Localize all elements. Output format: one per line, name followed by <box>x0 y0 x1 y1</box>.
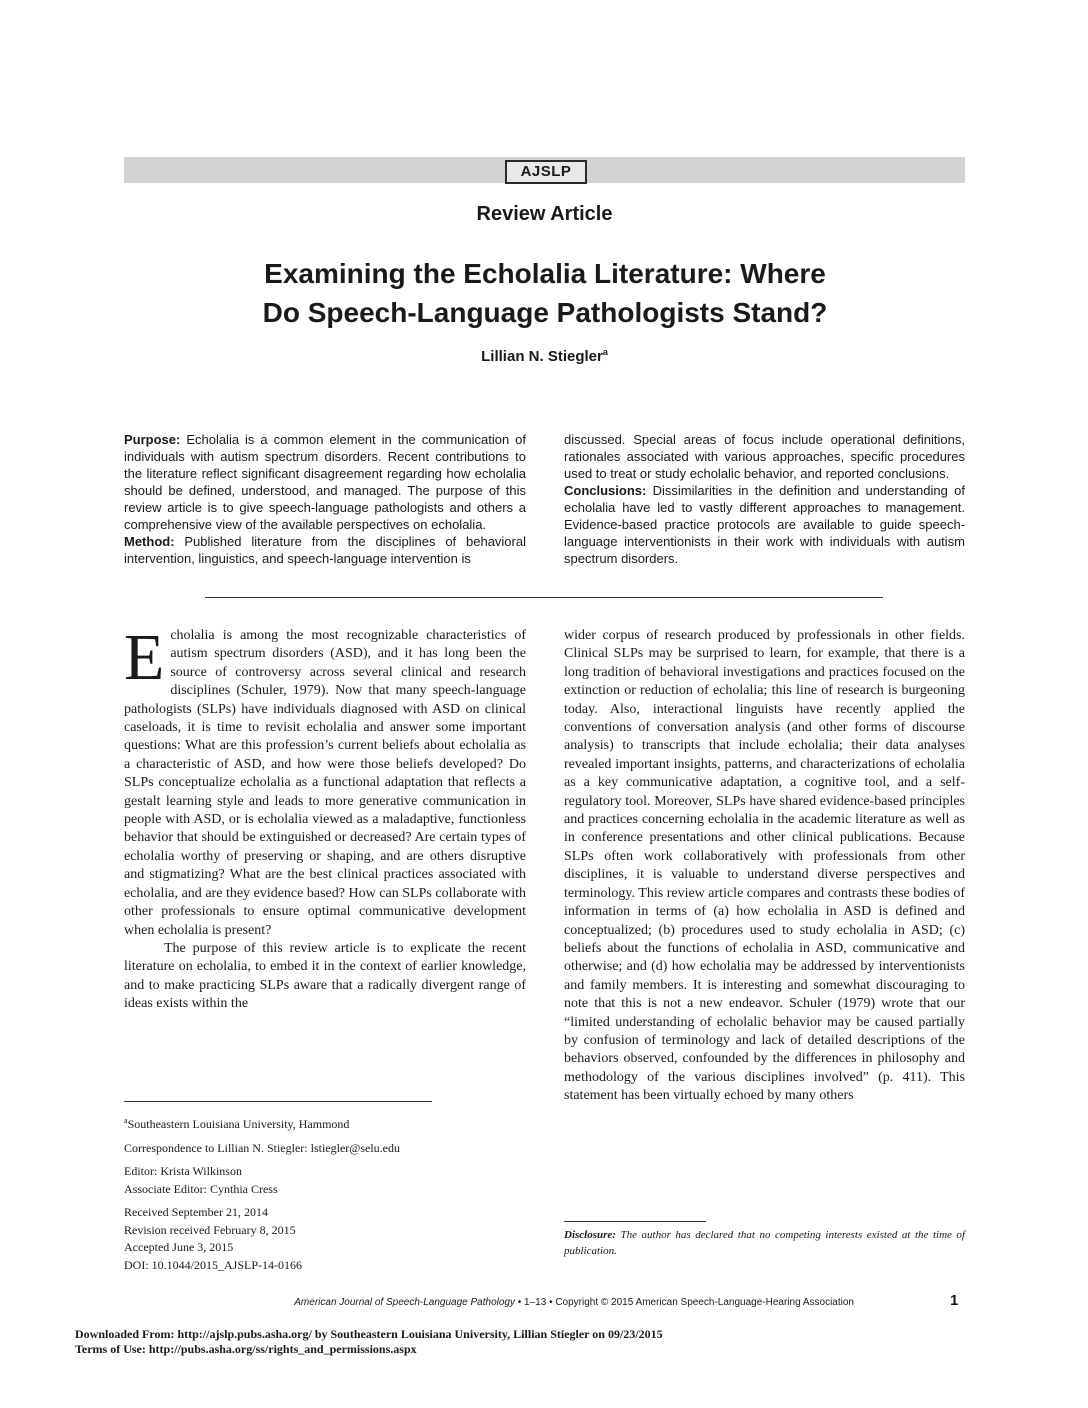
footnote-associate-editor: Associate Editor: Cynthia Cress <box>124 1181 278 1196</box>
title-line-1: Examining the Echolalia Literature: Where <box>264 258 826 289</box>
disclosure-divider <box>564 1221 706 1222</box>
footnote-divider <box>124 1101 432 1102</box>
abstract-right-column <box>564 431 965 567</box>
drop-cap: E <box>124 621 165 694</box>
purpose-label: Purpose: <box>124 432 181 447</box>
footnote-affiliation: $^a$Southeastern Louisiana University, Hammond <box>124 1116 350 1131</box>
body-left-column <box>124 621 526 1014</box>
article-type: Review Article <box>476 203 613 225</box>
method-label: Method: <box>124 534 175 549</box>
footnote-accepted: Accepted June 3, 2015 <box>124 1240 234 1254</box>
body-paragraph-2: The purpose of this review article is to explicate the recent literature on echolalia, to embed it in the context of earlier knowledge, and to make practicing SLPs aware that a radically divergent range of ideas exists within the <box>124 940 526 1012</box>
body-paragraph-2-continued: wider corpus of research produced by professionals in other fields. Clinical SLPs may be surprised to learn, for example, that there is a long tradition of behavioral investigations and practices focused on the extinction or reduction of echolalia; this line of research is burgeoning today. Also, interactional linguists have recently applied the conventions of conversation analysis (and other forms of discourse analysis) to transcripts that include echolalia; their data analyses revealed important insights, patterns, and characterizations of echolalia as a key communicative adaptation, a cognitive tool, and a self-regulatory tool. Moreover, SLPs have shared evidence-based principles and practices concerning echolalia in the academic literature as well as in conference presentations and other clinical publications. Because SLPs often work collaboratively with professionals from other disciplines, it is valuable to understand diverse perspectives and terminology. This review article compares and contrasts these bodies of information in terms of (a) how echolalia in ASD is defined and conceptualized; (b) procedures used to study echolalia in ASD; (c) beliefs about the functions of echolalia in ASD, communicative and otherwise; and (d) how echolalia may be addressed by interventionists and family members. It is interesting and somewhat discouraging to note that this is not a new endeavor. Schuler (1979) wrote that our “limited understanding of echolalic behavior may be caused partially by confusion of terminology and lack of detailed descriptions of the behaviors observed, confounded by the differences in philosophy and methodology of the various disciplines involved” (p. 411). This statement has been virtually echoed by many others <box>564 628 965 1104</box>
terms-of-use-notice: Terms of Use: http://pubs.asha.org/ss/rights_and_permissions.aspx <box>75 1342 417 1356</box>
footnote-correspondence: Correspondence to Lillian N. Stiegler: lstiegler@selu.edu <box>124 1140 400 1155</box>
download-notice: Downloaded From: http://ajslp.pubs.asha.org/ by Southeastern Louisiana University, Lillian Stiegler on 09/23/2015 <box>75 1327 663 1341</box>
author-affiliation-mark: a <box>602 347 608 357</box>
paragraph-1-text: cholalia is among the most recognizable characteristics of autism spectrum disorders (ASD), and it has long been the source of controversy across several clinical and research disciplines (Schuler, 1979). Now that many speech-language pathologists (SLPs) have individuals diagnosed with ASD on clinical caseloads, it is time to revisit echolalia and answer some important questions: What are this profession’s current beliefs about echolalia as a characteristic of ASD, and how were those beliefs developed? Do SLPs conceptualize echolalia as a functional adaptation that reflects a gestalt learning style and leads to more generative communication in people with ASD, or is echolalia viewed as a maladaptive, functionless behavior that should be extinguished or decreased? Are certain types of echolalia worthy of preserving or shaping, and are others disruptive and stigmatizing? What are the best clinical practices associated with echolalia, and are they evidence based? How can SLPs collaborate with other professionals to ensure optimal communicative development when echolalia is present? <box>124 628 526 938</box>
disclosure <box>564 1227 965 1259</box>
footnote-revision: Revision received February 8, 2015 <box>124 1222 296 1237</box>
footnote-received: Received September 21, 2014 <box>124 1205 268 1219</box>
abstract-purpose <box>124 431 526 533</box>
abstract-divider <box>205 597 883 598</box>
method-continued: discussed. Special areas of focus include operational definitions, rationales associated with various approaches, specific procedures used to treat or study echolalic behavior, and reported conclusions. <box>564 432 965 481</box>
purpose-text: Echolalia is a common element in the communication of individuals with autism spectrum disorders. Recent contributions to the literature reflect significant disagreement regarding how echolalia should be defined, understood, and managed. The purpose of this review article is to give speech-language pathologists and others a comprehensive view of the available perspectives on echolalia. <box>124 432 526 532</box>
running-footer <box>124 1297 854 1308</box>
footnotes <box>124 1112 526 1274</box>
footer-pages-copyright: • 1–13 • Copyright © 2015 American Speech-Language-Hearing Association <box>514 1297 854 1308</box>
disclosure-text: The author has declared that no competing interests existed at the time of publication. <box>564 1229 965 1257</box>
conclusions-label: Conclusions: <box>564 483 647 498</box>
author-name: Lillian N. Stiegler <box>481 348 603 365</box>
conclusions-text: Dissimilarities in the definition and understanding of echolalia have led to vastly different approaches to management. Evidence-based practice protocols are available to guide speech-language interventionists in their work with individuals with autism spectrum disorders. <box>564 483 965 566</box>
abstract-method <box>124 533 526 567</box>
method-text: Published literature from the disciplines of behavioral intervention, linguistics, and speech-language intervention is <box>124 534 526 566</box>
footnote-mark: a <box>124 1116 128 1125</box>
page-number: 1 <box>950 1292 959 1309</box>
journal-name: American Journal of Speech-Language Pathology <box>294 1297 515 1308</box>
abstract-left-column <box>124 431 526 567</box>
title-line-2: Do Speech-Language Pathologists Stand? <box>262 297 828 328</box>
footnote-doi: DOI: 10.1044/2015_AJSLP-14-0166 <box>124 1257 303 1272</box>
body-right-column <box>564 627 965 1106</box>
footnote-editor: Editor: Krista Wilkinson <box>124 1164 242 1178</box>
disclosure-label: Disclosure: <box>564 1229 616 1241</box>
abstract-conclusions <box>564 482 965 567</box>
body-paragraph-1 <box>124 621 526 940</box>
journal-badge: AJSLP <box>505 160 587 184</box>
author-line <box>124 347 965 365</box>
article-title <box>150 254 940 332</box>
